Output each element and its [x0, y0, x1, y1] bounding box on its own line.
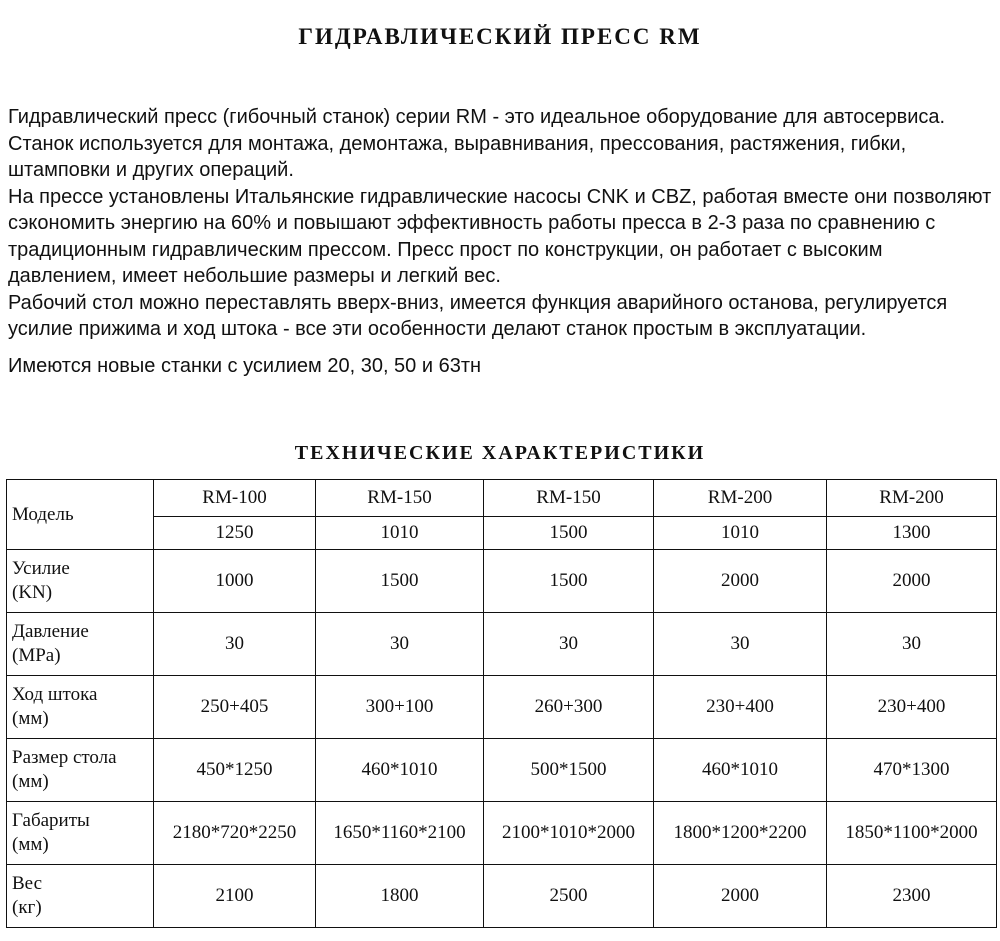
table-cell: 2300: [827, 865, 997, 928]
table-cell: 1850*1100*2000: [827, 802, 997, 865]
table-cell: 1500: [484, 550, 654, 613]
table-cell: 460*1010: [654, 739, 827, 802]
model-name-cell: RM-100: [154, 480, 316, 517]
table-cell: 30: [484, 613, 654, 676]
table-cell: 230+400: [827, 676, 997, 739]
row-label-unit: (MPa): [12, 645, 61, 666]
row-label-dimensions: [7, 802, 154, 865]
row-label-unit: (кг): [12, 897, 42, 918]
row-label-line: Размер стола: [12, 747, 117, 768]
table-row-force: [7, 550, 997, 613]
paragraph-pumps: На прессе установлены Итальянские гидравлические насосы CNK и CBZ, работая вместе они позволяют сэкономить энергию на 60% и повышают эффективность работы пресса в 2-3 раза по сравнению с традиционным гидравлическим прессом. Пресс прост по конструкции, он работает с высоким давлением, имеет небольшие размеры и легкий вес.: [8, 185, 992, 287]
description: [8, 104, 993, 379]
page-title: ГИДРАВЛИЧЕСКИЙ ПРЕСС RM: [298, 24, 702, 49]
table-cell: 1800: [316, 865, 484, 928]
table-cell: 470*1300: [827, 739, 997, 802]
table-cell: 260+300: [484, 676, 654, 739]
table-cell: 1000: [154, 550, 316, 613]
table-cell: 1500: [316, 550, 484, 613]
row-label-force: [7, 550, 154, 613]
row-label-line: Вес: [12, 873, 43, 894]
table-row-table-size: [7, 739, 997, 802]
paragraph-available-models: Имеются новые станки с усилием 20, 30, 50 и 63тн: [8, 354, 482, 377]
specs-title: ТЕХНИЧЕСКИЕ ХАРАКТЕРИСТИКИ: [294, 442, 706, 464]
table-cell: 2000: [654, 550, 827, 613]
row-label-line: Габариты: [12, 810, 90, 831]
model-size-cell: 1250: [154, 517, 316, 550]
row-label-unit: (мм): [12, 834, 49, 855]
row-label-weight: [7, 865, 154, 928]
table-cell: 1650*1160*2100: [316, 802, 484, 865]
specs-table: [6, 479, 997, 928]
model-size-cell: 1010: [654, 517, 827, 550]
table-cell: 450*1250: [154, 739, 316, 802]
table-cell: 230+400: [654, 676, 827, 739]
table-cell: 2000: [827, 550, 997, 613]
table-row-model: [7, 480, 997, 517]
model-size-cell: 1500: [484, 517, 654, 550]
row-label-line: Усилие: [12, 558, 70, 579]
table-cell: 30: [654, 613, 827, 676]
table-row-pressure: [7, 613, 997, 676]
table-cell: 30: [316, 613, 484, 676]
table-cell: 2500: [484, 865, 654, 928]
paragraph-table-features: Рабочий стол можно переставлять вверх-вниз, имеется функция аварийного останова, регулируется усилие прижима и ход штока - все эти особенности делают станок простым в эксплуатации.: [8, 291, 948, 340]
row-label-unit: (KN): [12, 582, 53, 603]
table-row-model-size: [7, 517, 997, 550]
table-cell: 2000: [654, 865, 827, 928]
table-row-dimensions: [7, 802, 997, 865]
table-cell: 30: [154, 613, 316, 676]
table-cell: 500*1500: [484, 739, 654, 802]
table-cell: 300+100: [316, 676, 484, 739]
model-name-cell: RM-150: [316, 480, 484, 517]
table-row-stroke: [7, 676, 997, 739]
row-label-line: Давление: [12, 621, 89, 642]
row-label-model: Модель: [7, 480, 154, 550]
model-name-cell: RM-200: [654, 480, 827, 517]
model-name-cell: RM-150: [484, 480, 654, 517]
row-label-unit: (мм): [12, 708, 49, 729]
row-label-line: Ход штока: [12, 684, 98, 705]
table-cell: 2180*720*2250: [154, 802, 316, 865]
row-label-table-size: [7, 739, 154, 802]
table-cell: 2100: [154, 865, 316, 928]
row-label-pressure: [7, 613, 154, 676]
table-cell: 30: [827, 613, 997, 676]
model-size-cell: 1010: [316, 517, 484, 550]
model-name-cell: RM-200: [827, 480, 997, 517]
table-cell: 250+405: [154, 676, 316, 739]
row-label-stroke: [7, 676, 154, 739]
row-label-unit: (мм): [12, 771, 49, 792]
table-cell: 1800*1200*2200: [654, 802, 827, 865]
table-cell: 2100*1010*2000: [484, 802, 654, 865]
table-row-weight: [7, 865, 997, 928]
paragraph-intro: Гидравлический пресс (гибочный станок) серии RM - это идеальное оборудование для автосервиса. Станок используется для монтажа, демонтажа, выравнивания, прессования, растяжения, гибки, штамповки и других операций.: [8, 106, 946, 181]
model-size-cell: 1300: [827, 517, 997, 550]
table-cell: 460*1010: [316, 739, 484, 802]
